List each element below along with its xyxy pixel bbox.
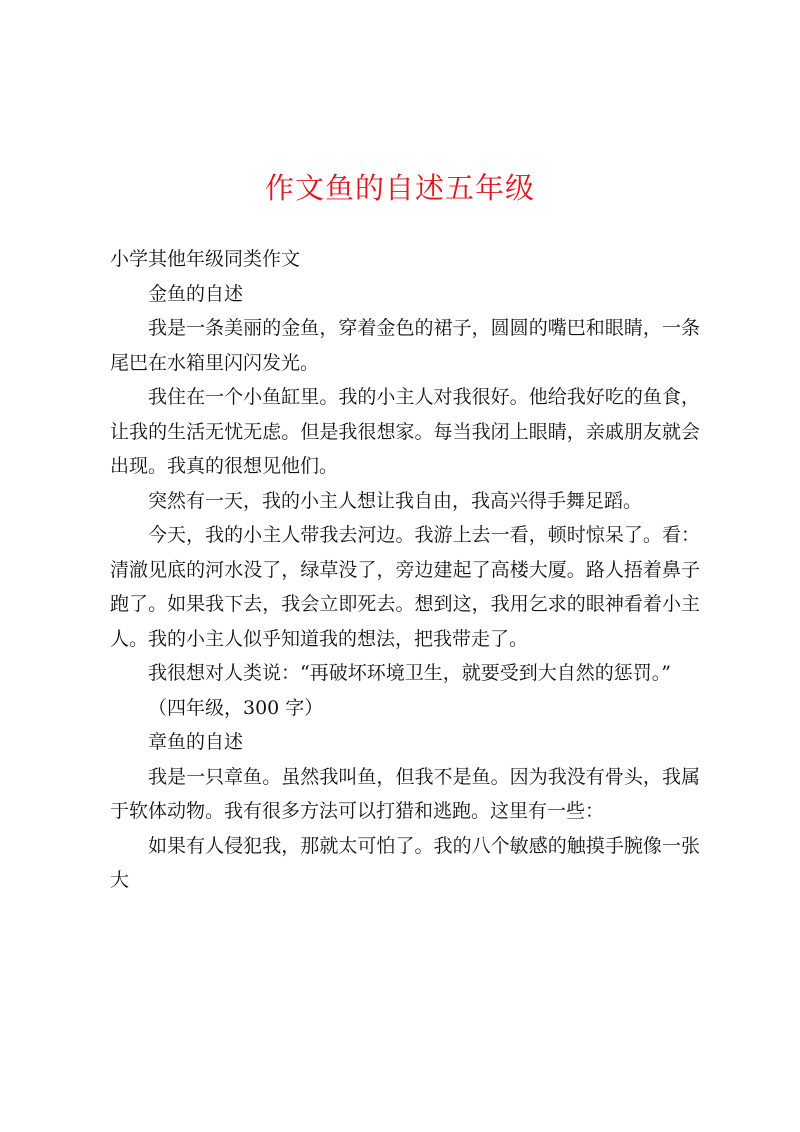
document-title: 作文鱼的自述五年级	[264, 171, 535, 205]
category-line: 小学其他年级同类作文	[110, 248, 301, 270]
document-body	[110, 242, 700, 898]
paragraph: 我是一条美丽的金鱼，穿着金色的裙子，圆圆的嘴巴和眼睛，一条尾巴在水箱里闪闪发光。	[110, 317, 700, 374]
paragraph: 我很想对人类说：“再破坏环境卫生，就要受到大自然的惩罚。”	[148, 662, 671, 684]
paragraph: 如果有人侵犯我，那就太可怕了。我的八个敏感的触摸手腕像一张大	[110, 834, 700, 891]
grade-wordcount-note: （四年级，300 字）	[148, 696, 324, 719]
section-heading-octopus: 章鱼的自述	[148, 731, 244, 753]
paragraph: 我住在一个小鱼缸里。我的小主人对我很好。他给我好吃的鱼食，让我的生活无忧无虑。但是我很想家。每当我闭上眼睛，亲戚朋友就会出现。我真的很想见他们。	[110, 386, 700, 477]
paragraph: 我是一只章鱼。虽然我叫鱼，但我不是鱼。因为我没有骨头，我属于软体动物。我有很多方法可以打猎和逃跑。这里有一些：	[110, 765, 700, 822]
section-heading-goldfish: 金鱼的自述	[148, 282, 244, 305]
paragraph: 今天，我的小主人带我去河边。我游上去一看，顿时惊呆了。看：清澈见底的河水没了，绿草没了，旁边建起了高楼大厦。路人捂着鼻子跑了。如果我下去，我会立即死去。想到这，我用乞求的眼神看着小主人。我的小主人似乎知道我的想法，把我带走了。	[110, 524, 700, 650]
paragraph: 突然有一天，我的小主人想让我自由，我高兴得手舞足蹈。	[148, 489, 643, 512]
